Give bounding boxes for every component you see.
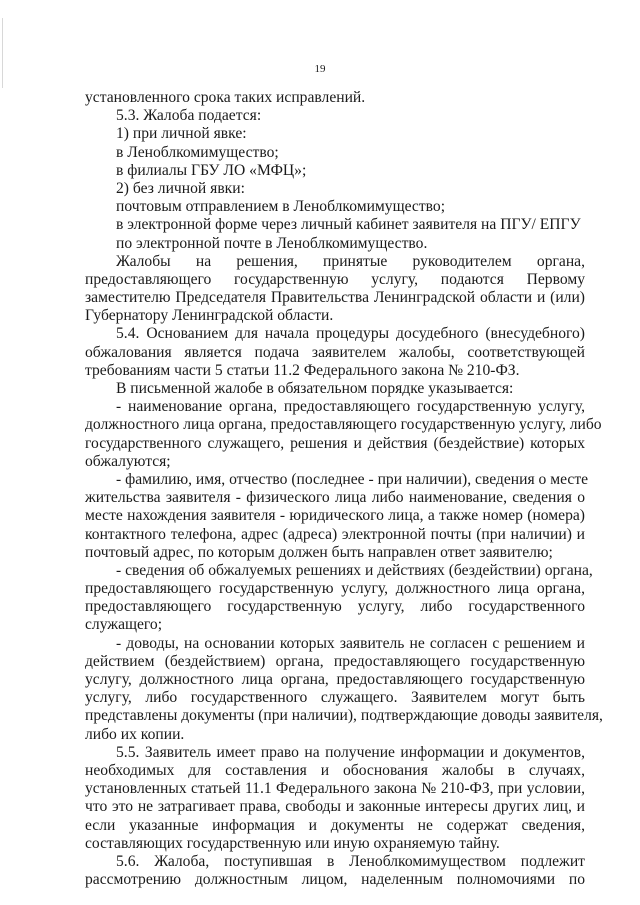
text-line: служащего; xyxy=(85,616,163,634)
page-number: 19 xyxy=(314,63,326,75)
text-line: предоставляющего государственную услугу, должностного лица органа, xyxy=(85,580,585,598)
text-line: почтовый адрес, по которым должен быть направлен ответ заявителю; xyxy=(85,543,553,561)
text-line: обжалования является подача заявителем жалобы, соответствующей xyxy=(85,343,585,361)
text-line: должностного лица органа, предоставляющего государственную услугу, либо xyxy=(85,416,602,434)
text-line: Губернатору Ленинградской области. xyxy=(85,307,334,325)
text-line: составляющих государственную или иную охраняемую тайну. xyxy=(85,834,500,852)
document-body xyxy=(85,89,603,889)
text-line: 1) при личной явке: xyxy=(116,125,247,143)
text-line: 5.4. Основанием для начала процедуры досудебного (внесудебного) xyxy=(116,325,585,343)
text-line: контактного телефона, адрес (адреса) электронной почты (при наличии) и xyxy=(85,525,585,543)
text-line: если указанные информация и документы не содержат сведения, xyxy=(85,816,585,834)
text-line: предоставляющего государственную услугу, либо государственного xyxy=(85,598,585,616)
text-line: заместителю Председателя Правительства Ленинградской области и (или) xyxy=(85,289,585,307)
text-line: необходимых для составления и обоснования жалобы в случаях, xyxy=(85,761,585,779)
text-line: в филиалы ГБУ ЛО «МФЦ»; xyxy=(116,161,307,179)
text-line: 5.3. Жалоба подается: xyxy=(116,107,262,125)
text-line: требованиям части 5 статьи 11.2 Федерального закона № 210-ФЗ. xyxy=(85,361,520,379)
text-line: В письменной жалобе в обязательном порядке указывается: xyxy=(116,380,514,397)
text-line: - фамилию, имя, отчество (последнее - при наличии), сведения о месте xyxy=(116,470,589,488)
text-line: представлены документы (при наличии), подтверждающие доводы заявителя, xyxy=(85,707,603,725)
text-line: услугу, либо государственного служащего. Заявителем могут быть xyxy=(85,689,585,707)
text-line: что это не затрагивает права, свободы и законные интересы других лиц, и xyxy=(85,798,585,816)
text-line: установленного срока таких исправлений. xyxy=(85,89,366,106)
text-line: месте нахождения заявителя - юридического лица, а также номер (номера) xyxy=(85,507,585,525)
text-line: в Леноблкомимущество; xyxy=(116,143,279,161)
text-line: в электронной форме через личный кабинет заявителя на ПГУ/ ЕПГУ xyxy=(116,216,581,234)
text-line: услугу, должностного лица органа, предоставляющего государственную xyxy=(85,671,585,688)
text-line: - наименование органа, предоставляющего государственную услугу, xyxy=(116,398,585,416)
text-line: жительства заявителя - физического лица либо наименование, сведения о xyxy=(85,489,585,507)
text-line: установленных статьей 11.1 Федерального закона № 210-ФЗ, при условии, xyxy=(85,780,585,798)
text-line: рассмотрению должностным лицом, наделенным полномочиями по xyxy=(85,871,585,889)
text-line: 2) без личной явки: xyxy=(116,179,245,197)
text-line: - сведения об обжалуемых решениях и действиях (бездействии) органа, xyxy=(116,561,593,579)
scan-edge-mark xyxy=(2,18,3,88)
text-line: обжалуются; xyxy=(85,452,171,470)
text-line: предоставляющего государственную услугу, подаются Первому xyxy=(85,270,585,288)
text-line: по электронной почте в Леноблкомимущество. xyxy=(116,234,428,252)
text-line: Жалобы на решения, принятые руководителем органа, xyxy=(116,252,585,270)
text-line: почтовым отправлением в Леноблкомимущество; xyxy=(116,198,446,216)
text-line: 5.5. Заявитель имеет право на получение информации и документов, xyxy=(116,743,585,761)
text-line: действием (бездействием) органа, предоставляющего государственную xyxy=(85,652,585,670)
text-line: либо их копии. xyxy=(85,725,185,743)
text-line: 5.6. Жалоба, поступившая в Леноблкомимуществом подлежит xyxy=(116,852,585,870)
text-line: - доводы, на основании которых заявитель не согласен с решением и xyxy=(116,634,585,652)
text-line: государственного служащего, решения и действия (бездействие) которых xyxy=(85,434,585,452)
